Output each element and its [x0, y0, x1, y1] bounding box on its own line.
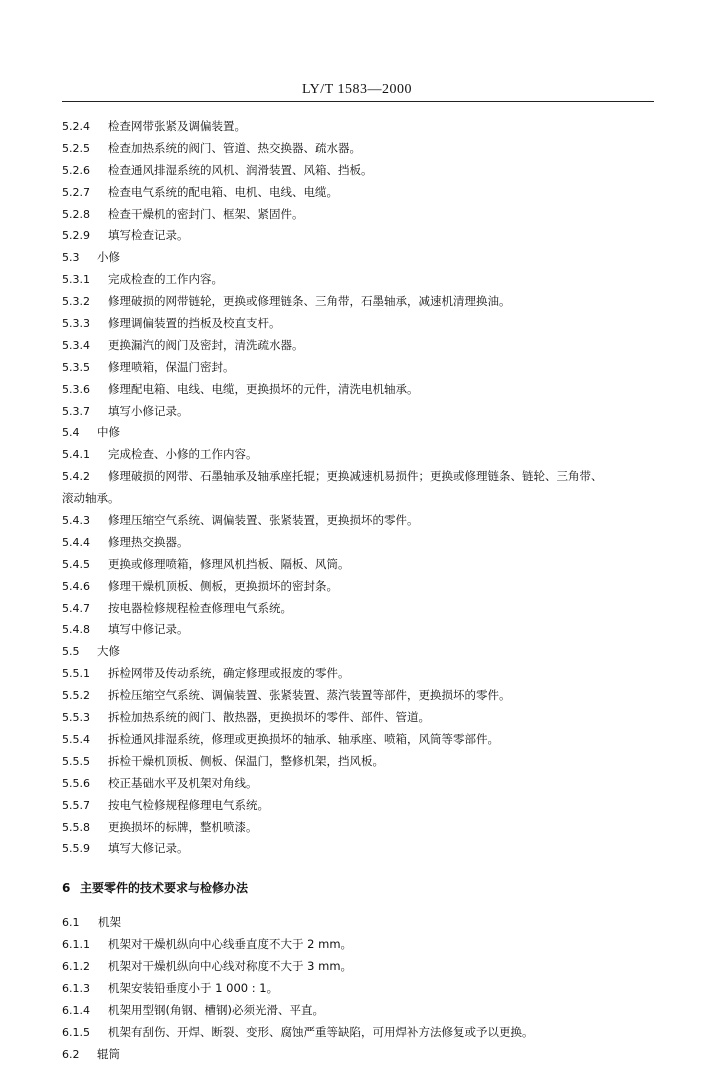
subsection-title: 机架: [98, 915, 121, 930]
clause-text: 机架用型钢(角钢、槽钢)必须光滑、平直。: [108, 1002, 324, 1017]
clause-line: [62, 707, 662, 729]
clause-text: 检查网带张紧及调偏装置。: [108, 119, 246, 133]
clause-number: 6.1.4: [62, 1003, 90, 1017]
clause-text: 检查加热系统的阀门、管道、热交换器、疏水器。: [108, 140, 361, 155]
clause-text: 修理热交换器。: [108, 534, 189, 549]
clause-line: [62, 160, 662, 182]
clause-text: 拆检网带及传动系统，确定修理或报废的零件。: [108, 666, 350, 681]
clause-number: 5.2.8: [62, 207, 90, 221]
clause-line: [62, 357, 662, 379]
clause-number: 6.1.2: [62, 959, 90, 973]
clause-text: 修理喷箱，保温门密封。: [108, 359, 235, 374]
subsection-heading: [62, 422, 662, 444]
clause-text: 按电器检修规程检查修理电气系统。: [108, 600, 292, 615]
clause-number: 6.1.1: [62, 938, 90, 952]
clause-number: 5.3.4: [62, 338, 90, 352]
clause-number: 5.5.9: [62, 842, 90, 856]
clause-number: 5.5.7: [62, 798, 90, 812]
clause-continuation: [62, 488, 662, 510]
clause-text: 更换或修理喷箱，修理风机挡板、隔板、风筒。: [108, 556, 350, 571]
clause-text: 修理配电箱、电线、电缆，更换损坏的元件，清洗电机轴承。: [108, 381, 419, 396]
clause-text: 机架安装铅垂度小于 1 000 : 1。: [108, 980, 279, 995]
clause-number: 5.3.5: [62, 360, 90, 374]
clause-line: [62, 729, 662, 751]
clause-text: 拆检压缩空气系统、调偏装置、张紧装置、蒸汽装置等部件，更换损坏的零件。: [108, 688, 511, 703]
clause-line: [62, 269, 662, 291]
clause-number: 6.1.5: [62, 1025, 90, 1039]
clause-number: 6.1.3: [62, 981, 90, 995]
clause-line: [62, 291, 662, 313]
clause-line: [62, 1022, 662, 1044]
clause-number: 5.4.4: [62, 535, 90, 549]
clause-line: [62, 225, 662, 247]
clause-number: 5.4: [62, 426, 80, 440]
clause-number: 5.3.6: [62, 382, 90, 396]
clause-text: 拆检通风排湿系统，修理或更换损坏的轴承、轴承座、喷箱，风筒等零部件。: [108, 731, 499, 746]
clause-text: 修理干燥机顶板、侧板，更换损坏的密封条。: [108, 578, 338, 593]
clause-number: 5.5.3: [62, 711, 90, 725]
clause-line: [62, 335, 662, 357]
clause-text: 完成检查、小修的工作内容。: [108, 447, 258, 462]
clause-number: 5.2.7: [62, 185, 90, 199]
clause-number: 6.1: [62, 916, 80, 930]
clause-number: 5.5.4: [62, 732, 90, 746]
clause-line: [62, 817, 662, 839]
clause-number: 5.2.6: [62, 163, 90, 177]
clause-number: 5.3.3: [62, 317, 90, 331]
subsection-heading: [62, 641, 662, 663]
clause-line: [62, 795, 662, 817]
clause-number: 5.4.7: [62, 601, 90, 615]
section-number: 6: [62, 881, 71, 896]
clause-number: 6.2: [62, 1047, 80, 1061]
clause-line: [62, 444, 662, 466]
section-title: 主要零件的技术要求与检修办法: [80, 881, 249, 896]
clause-line: [62, 532, 662, 554]
subsection-title: 大修: [97, 644, 120, 659]
clause-line: [62, 510, 662, 532]
clause-text: 检查电气系统的配电箱、电机、电线、电缆。: [108, 184, 338, 199]
clause-text: 按电气检修规程修理电气系统。: [108, 797, 269, 812]
clause-text: 机架对干燥机纵向中心线对称度不大于 3 mm。: [108, 958, 353, 973]
clause-line: [62, 773, 662, 795]
clause-number: 5.4.8: [62, 623, 90, 637]
clause-text: 修理调偏装置的挡板及校直支杆。: [108, 316, 281, 331]
clause-number: 5.3.2: [62, 295, 90, 309]
clause-number: 5.5.5: [62, 754, 90, 768]
clause-line: [62, 182, 662, 204]
clause-text: 填写大修记录。: [108, 841, 189, 856]
clause-number: 5.3.1: [62, 273, 90, 287]
clause-line: [62, 956, 662, 978]
section-heading: [62, 878, 662, 900]
clause-text: 检查干燥机的密封门、框架、紧固件。: [108, 206, 304, 221]
spacer: [62, 900, 662, 912]
clause-number: 5.5.1: [62, 667, 90, 681]
subsection-title: 中修: [97, 425, 120, 440]
clause-number: 5.4.6: [62, 579, 90, 593]
header-rule: [62, 101, 654, 102]
clause-number: 5.3: [62, 251, 80, 265]
clause-text: 检查通风排湿系统的风机、润滑装置、风箱、挡板。: [108, 162, 373, 177]
clause-text: 填写中修记录。: [108, 622, 189, 637]
clause-line: [62, 934, 662, 956]
spacer: [62, 860, 662, 878]
clause-text: 修理压缩空气系统、调偏装置、张紧装置，更换损坏的零件。: [108, 513, 419, 528]
clause-text: 校正基础水平及机架对角线。: [108, 775, 258, 790]
clause-line: [62, 204, 662, 226]
clause-line: [62, 313, 662, 335]
clause-text: 更换损坏的标牌，整机喷漆。: [108, 819, 258, 834]
clause-line: [62, 401, 662, 423]
subsection-heading: [62, 912, 662, 934]
clause-text: 填写小修记录。: [108, 403, 189, 418]
clause-line: [62, 598, 662, 620]
clause-line: [62, 576, 662, 598]
clause-number: 5.4.3: [62, 514, 90, 528]
clause-text: 机架对干燥机纵向中心线垂直度不大于 2 mm。: [108, 937, 353, 952]
clause-number: 5.5.8: [62, 820, 90, 834]
subsection-heading: [62, 1044, 662, 1065]
clause-line: [62, 619, 662, 641]
clause-line: [62, 379, 662, 401]
clause-line: [62, 1000, 662, 1022]
clause-text: 机架有刮伤、开焊、断裂、变形、腐蚀严重等缺陷，可用焊补方法修复或予以更换。: [108, 1024, 534, 1039]
clause-number: 5.2.5: [62, 141, 90, 155]
clause-number: 5.4.1: [62, 448, 90, 462]
clause-text: 修理破损的网带链轮，更换或修理链条、三角带，石墨轴承，减速机清理换油。: [108, 294, 511, 309]
clause-number: 5.3.7: [62, 404, 90, 418]
standard-code: LY/T 1583—2000: [302, 82, 412, 97]
clause-line: [62, 838, 662, 860]
clause-number: 5.4.5: [62, 557, 90, 571]
clause-number: 5.5: [62, 645, 80, 659]
subsection-heading: [62, 247, 662, 269]
clause-line: [62, 663, 662, 685]
clause-text: 完成检查的工作内容。: [108, 272, 223, 287]
clause-line: [62, 116, 662, 138]
content-body: [62, 116, 662, 1065]
clause-number: 5.4.2: [62, 470, 90, 484]
subsection-title: 辊筒: [97, 1046, 120, 1061]
clause-text: 修理破损的网带、石墨轴承及轴承座托辊；更换减速机易损件；更换或修理链条、链轮、三角带、: [108, 469, 603, 484]
clause-number: 5.2.9: [62, 229, 90, 243]
clause-line: [62, 751, 662, 773]
clause-line: [62, 685, 662, 707]
clause-number: 5.2.4: [62, 120, 90, 133]
clause-text: 拆检加热系统的阀门、散热器，更换损坏的零件、部件、管道。: [108, 710, 430, 725]
clause-line: [62, 138, 662, 160]
clause-number: 5.5.2: [62, 689, 90, 703]
clause-text: 填写检查记录。: [108, 228, 189, 243]
subsection-title: 小修: [97, 250, 120, 265]
clause-text: 滚动轴承。: [62, 491, 120, 506]
clause-text: 更换漏汽的阀门及密封，清洗疏水器。: [108, 337, 304, 352]
clause-line: [62, 466, 662, 488]
clause-number: 5.5.6: [62, 776, 90, 790]
clause-text: 拆检干燥机顶板、侧板、保温门，整修机架，挡风板。: [108, 753, 384, 768]
clause-line: [62, 978, 662, 1000]
clause-line: [62, 554, 662, 576]
